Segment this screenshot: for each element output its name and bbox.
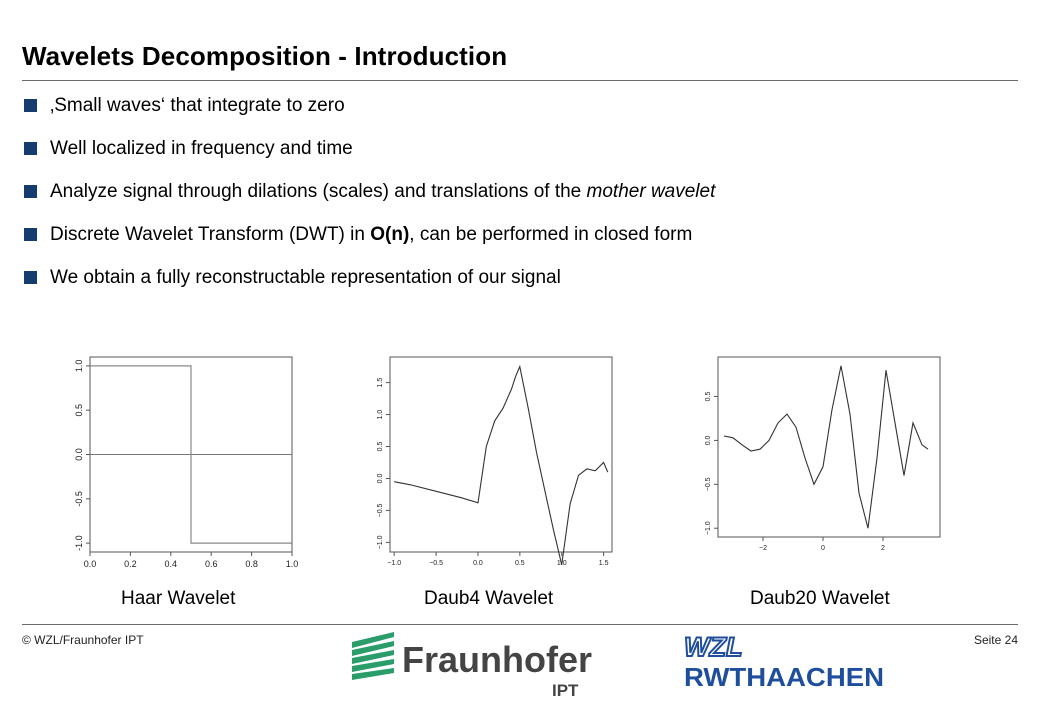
plot-frame (390, 357, 612, 552)
y-tick-label: 1.0 (377, 409, 384, 420)
x-tick-label: 0.4 (164, 559, 178, 569)
bullet-item (22, 180, 715, 223)
y-tick-label: −1.0 (705, 521, 712, 536)
x-tick-label: 0.6 (204, 559, 218, 569)
bullet-text: , can be performed in closed form (409, 224, 693, 245)
haar-wavelet-plot (58, 345, 298, 580)
x-tick-label: 1.0 (285, 559, 298, 569)
x-tick-label: 0.0 (83, 559, 97, 569)
bullet-item (22, 266, 715, 309)
y-tick-label: 1.5 (377, 377, 384, 388)
rwth-aachen-wordmark: RWTHAACHEN (684, 662, 884, 692)
y-tick-label: −0.5 (705, 477, 712, 492)
x-tick-label: 0.5 (514, 560, 525, 567)
wzl-rwth-logo-icon (682, 630, 892, 692)
daub20-wavelet-plot (690, 345, 950, 560)
x-tick-label: −0.5 (429, 560, 443, 567)
bullet-text: Analyze signal through dilations (scales) and translations of the (50, 181, 587, 202)
ipt-wordmark: IPT (552, 681, 579, 700)
y-tick-label: -1.0 (74, 535, 84, 551)
y-tick-label: 0.5 (705, 391, 712, 402)
y-tick-label: −0.5 (377, 503, 384, 518)
y-tick-label: 0.5 (74, 403, 84, 417)
y-tick-label: 0.0 (377, 473, 384, 484)
x-tick-label: −2 (759, 545, 767, 552)
haar-wavelet-chart (58, 345, 298, 580)
y-tick-label: −1.0 (377, 535, 384, 550)
bullet-item (22, 94, 715, 137)
y-tick-label: -0.5 (74, 491, 84, 507)
x-tick-label: 1.5 (598, 560, 609, 567)
bullet-square-icon (24, 185, 37, 198)
slide-title: Wavelets Decomposition - Introduction (22, 41, 508, 71)
x-tick-label: 0.8 (245, 559, 258, 569)
bullet-square-icon (24, 142, 37, 155)
wzl-wordmark: WZL (684, 632, 743, 662)
bullet-item (22, 223, 715, 266)
fraunhofer-logo-icon (352, 630, 592, 700)
bullet-item (22, 137, 715, 180)
bullet-text: ‚Small waves‘ that integrate to zero (50, 95, 345, 116)
bullet-list (22, 94, 715, 309)
daub4-wavelet-chart (360, 345, 620, 580)
caption-haar: Haar Wavelet (121, 588, 236, 609)
x-tick-label: 0 (821, 545, 825, 552)
wavelet-line (394, 367, 608, 565)
caption-daub4: Daub4 Wavelet (424, 588, 554, 609)
bullet-square-icon (24, 271, 37, 284)
page-number: Seite 24 (973, 633, 1018, 647)
caption-daub20: Daub20 Wavelet (750, 588, 890, 609)
bullet-square-icon (24, 228, 37, 241)
wavelet-line (724, 366, 928, 528)
y-tick-label: 0.0 (705, 435, 712, 446)
y-tick-label: 0.0 (74, 448, 84, 461)
x-tick-label: 0.2 (124, 559, 137, 569)
footer-copyright: © WZL/Fraunhofer IPT (22, 633, 144, 647)
y-tick-label: 1.0 (74, 359, 84, 373)
fraunhofer-ipt-logo (352, 630, 592, 700)
x-tick-label: 0.0 (473, 560, 483, 567)
bullet-text: We obtain a fully reconstructable representation of our signal (50, 267, 561, 288)
wzl-rwth-logo (682, 630, 892, 692)
bullet-text: Discrete Wavelet Transform (DWT) in (50, 224, 371, 245)
footer-divider (22, 624, 1018, 625)
daub4-wavelet-plot (360, 345, 620, 580)
x-tick-label: 2 (881, 545, 885, 552)
title-divider (22, 80, 1018, 81)
bullet-emphasis: O(n) (370, 224, 410, 245)
x-tick-label: −1.0 (387, 560, 402, 567)
x-tick-label: 1.0 (556, 560, 567, 567)
fraunhofer-wordmark: Fraunhofer (402, 639, 592, 680)
bullet-emphasis: mother wavelet (586, 181, 716, 202)
plot-frame (718, 357, 940, 537)
y-tick-label: 0.5 (377, 441, 384, 452)
bullet-square-icon (24, 99, 37, 112)
daub20-wavelet-chart (690, 345, 950, 560)
bullet-text: Well localized in frequency and time (50, 138, 353, 159)
